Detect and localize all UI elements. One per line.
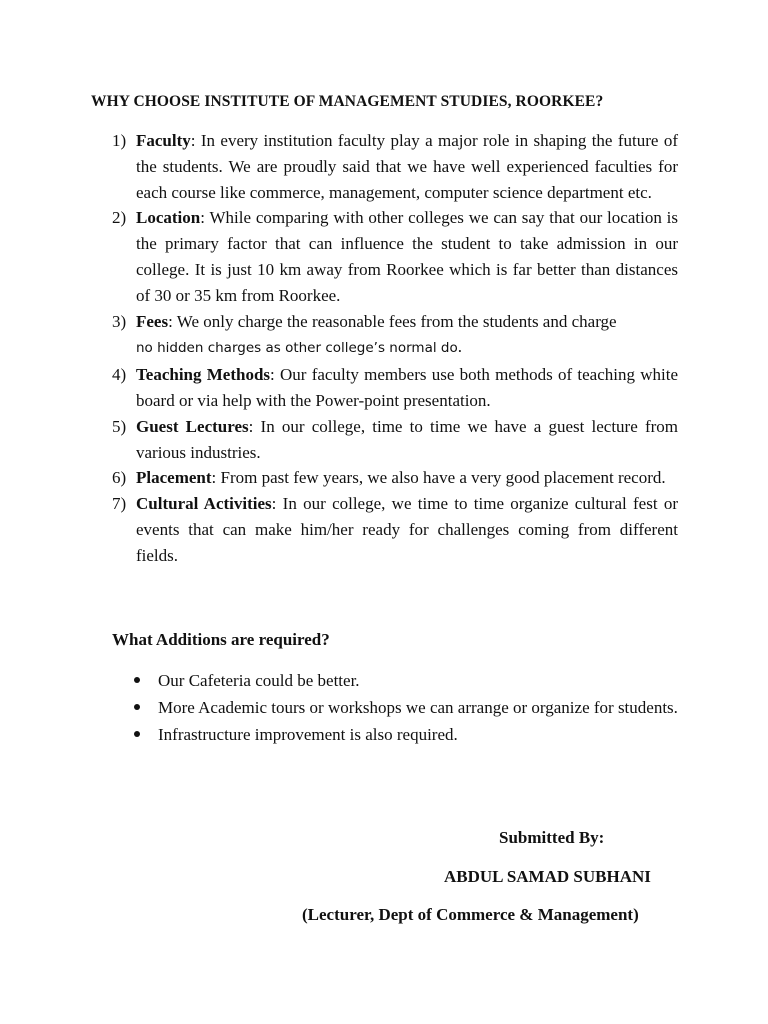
bullet-icon bbox=[134, 704, 140, 710]
list-item bbox=[112, 128, 678, 205]
additions-list bbox=[134, 668, 678, 748]
item-text: : In every institution faculty play a major role in shaping the future of the students. We are proudly said that we have well experienced faculties for each course like commerce, management, computer science department etc. bbox=[136, 131, 678, 202]
item-text: : In our college, we time to time organize cultural fest or events that can make him/her ready for challenges coming from different fields. bbox=[136, 494, 678, 565]
item-number: 4) bbox=[112, 365, 127, 385]
item-label: Faculty bbox=[136, 131, 191, 150]
item-label: Teaching Methods bbox=[136, 365, 271, 385]
list-item bbox=[112, 465, 678, 491]
list-item bbox=[112, 309, 678, 363]
submitted-by-label: Submitted By: bbox=[499, 828, 605, 847]
item-label: Location bbox=[136, 208, 201, 228]
item-text-end: . bbox=[457, 337, 462, 357]
item-label: Fees bbox=[136, 311, 169, 331]
bullet-icon bbox=[134, 677, 140, 683]
item-text-continued: no hidden charges as other college’s normal do bbox=[136, 340, 458, 357]
page-title: WHY CHOOSE INSTITUTE OF MANAGEMENT STUDIES, ROORKEE? bbox=[91, 93, 604, 110]
item-label: Guest Lectures bbox=[136, 416, 249, 436]
bullet-text: More Academic tours or workshops we can arrange or organize for students. bbox=[158, 697, 678, 717]
item-label: Cultural Activities bbox=[136, 494, 272, 514]
bullet-text: Our Cafeteria could be better. bbox=[158, 671, 360, 690]
item-number: 3) bbox=[112, 311, 127, 331]
list-item bbox=[134, 695, 678, 721]
item-label: Placement bbox=[136, 468, 212, 488]
list-item bbox=[112, 491, 678, 568]
list-item bbox=[112, 414, 678, 466]
author-name: ABDUL SAMAD SUBHANI bbox=[444, 867, 651, 886]
item-text: : Our faculty members use both methods of teaching white board or via help with the Power-point presentation. bbox=[136, 365, 679, 410]
item-number: 2) bbox=[112, 208, 127, 228]
item-number: 1) bbox=[112, 131, 127, 150]
list-item bbox=[112, 205, 678, 308]
bullet-icon bbox=[134, 731, 140, 737]
item-number: 5) bbox=[112, 416, 127, 436]
item-text: : From past few years, we also have a very good placement record. bbox=[211, 468, 666, 488]
item-text: : While comparing with other colleges we can say that our location is the primary factor that can influence the student to take admission in our college. It is just 10 km away from Roorkee which is far better than distances of 30 or 35 km from Roorkee. bbox=[136, 208, 678, 305]
additions-heading: What Additions are required? bbox=[112, 630, 330, 649]
list-item bbox=[134, 722, 678, 748]
item-number: 6) bbox=[112, 468, 127, 488]
author-designation: (Lecturer, Dept of Commerce & Management) bbox=[302, 905, 639, 924]
item-text: : We only charge the reasonable fees from the students and charge bbox=[168, 311, 617, 331]
list-item bbox=[134, 668, 678, 694]
bullet-text: Infrastructure improvement is also required. bbox=[158, 724, 458, 744]
list-item bbox=[112, 362, 678, 414]
item-text: : In our college, time to time we have a guest lecture from various industries. bbox=[136, 416, 678, 462]
item-number: 7) bbox=[112, 494, 127, 514]
reasons-list bbox=[112, 128, 678, 569]
